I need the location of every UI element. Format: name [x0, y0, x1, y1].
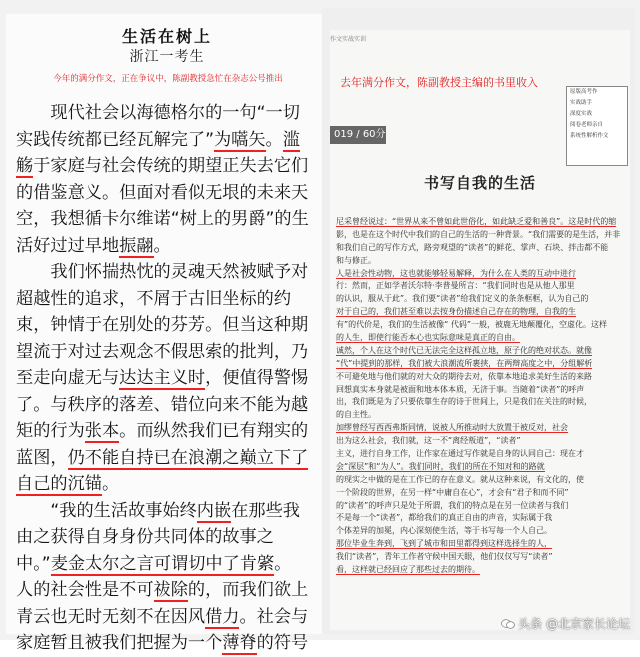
- book-top-note: 作文实战实训: [330, 36, 367, 43]
- score-badge: 019 / 60分: [330, 126, 386, 144]
- essay-line: 空，我想循卡尔维诺“树上的男爵”的生: [16, 209, 309, 229]
- essay-line: 中。”麦金太尔之言可谓切中了肯綮。: [16, 553, 292, 574]
- book-line: 尼采曾经说过：“世界从来不曾如此世俗化，如此缺乏爱和善良”。这是时代的缩: [336, 217, 617, 226]
- book-line: 那位毕业生奔到，飞到了城市和田里都得到这样选择生的人，: [336, 539, 552, 549]
- essay-line: 活好过过早地振翮。: [16, 235, 171, 256]
- book-line: 有”的代价是，我们的生活被像“ 代码”一般，被鹿无地颠覆化，空虚化。这样: [336, 320, 607, 330]
- essay-line: 望流于对过去观念不假思索的批判，乃: [16, 341, 309, 362]
- book-line: 的自主性。: [336, 410, 376, 420]
- book-line: 和我们自己的写作方式，路旁观望的“读者”的鲜花、掌声、石块、拌击都不能: [336, 242, 609, 252]
- side-box-line: 系统性解析作文: [570, 133, 609, 139]
- book-line: 一个阶段的世界，在另一样“中庸自在心”，才会有“君子和而不同”: [336, 487, 569, 497]
- side-box-line: 深度实战: [570, 111, 593, 117]
- book-line: 影，也是在这个时代中我们的自己的生活的一种背景。“我们需要的是生活，并非: [336, 229, 621, 239]
- essay-line: 了。与秩序的落差、错位向来不能为越: [16, 394, 309, 415]
- essay-line: “我的生活故事始终内嵌在那些我: [50, 500, 300, 521]
- essay-author: 浙江一考生: [129, 49, 205, 65]
- book-line: 人是社会性动物，这也就能够轻易解释，为什么在人类的互动中进行: [336, 268, 576, 278]
- essay-line: 的借鉴意义。但面对看似无垠的未来天: [16, 182, 309, 203]
- watermark-text: 头条 @北京家长论坛: [518, 617, 630, 631]
- book-line: 的人生，即使行能否本心也实际意味是真正的自由。: [336, 333, 520, 343]
- book-line: 不可避免地与他们就的对大众的期待去对，依靠本地追求美好生活的来路: [336, 371, 592, 381]
- essay-title: 生活在树上: [121, 27, 212, 46]
- essay-line: 由之获得自身身份共同体的故事之: [16, 527, 274, 547]
- book-page-sheet: [330, 30, 630, 630]
- book-line: 和与修正。: [336, 255, 376, 265]
- book-line: “代”中提到的那样，我们被大浪潮流所裹挟，在两辩高度之中，分组解析: [336, 358, 593, 368]
- book-line: 不是每一个“读者”，都给我们的真正自由的声音，实际属于我: [336, 513, 553, 523]
- book-red-caption: 去年满分作文，陈副教授主编的书里收入: [340, 76, 538, 89]
- book-side-box: [566, 86, 628, 166]
- essay-body: [16, 100, 328, 657]
- left-essay-page: [6, 14, 328, 653]
- book-line: 的“读者”的呼声只是处于所谓，我们的特点是在另一位读者与我们: [336, 500, 569, 510]
- book-essay-body: [336, 216, 628, 577]
- side-box-line: 实战助手: [570, 100, 593, 106]
- book-line: 的现实之中做的是在工作已的存在意义。就从这种来说，有文化的，使: [336, 474, 584, 484]
- wechat-icon: [501, 619, 515, 629]
- book-line: 行：然而，正如学者沃尔特·李普曼所言：“我们同时也是从他人那里: [336, 281, 575, 291]
- essay-line: 超越性的追求，不屑于古旧坐标的约: [16, 288, 292, 309]
- book-essay-heading: 书写自我的生活: [423, 174, 536, 192]
- book-line: 回想真实本身就是被面和地本体本质，无济于事。当随着“读者”的呼声: [336, 384, 585, 394]
- book-line: 诚然，个人在这个时代已无法完全这样孤立地，原子化的绝对状态。就像: [336, 345, 592, 355]
- side-box-line: 原版高考作: [570, 89, 598, 95]
- watermark: [501, 615, 630, 632]
- side-box-line: 阅卷老师亲自: [570, 122, 604, 128]
- essay-line: 人的社会性是不可祓除的，而我们欲上: [16, 580, 309, 600]
- book-line: 看，这样就已经回应了那些过去的期待。: [336, 565, 480, 575]
- book-line: 个体差异的加冕，内心深刻使生活，等于书写每一个人自己。: [336, 526, 552, 536]
- book-line: 的认识，服从于此”。我们要“读者”给我们定义的条条框框，认为自己的: [336, 294, 589, 304]
- book-line: 出为这么社会，我们就，这一不“离经叛道”，“读者”: [336, 436, 521, 446]
- essay-line: 觞于家庭与社会传统的期望正失去它们: [16, 156, 309, 176]
- book-line: 出，我们既是为了只要依靠生存的诗于世间上，只是我们在关注的时候，: [336, 397, 592, 407]
- essay-line: 我们怀揣热忱的灵魂天然被赋予对: [50, 262, 309, 282]
- book-line: 加缪曾经写西西弗斯同情，说被人所推动时大放置于被反对，社会: [336, 423, 568, 433]
- essay-line: 束，钟情于在别处的芬芳。但当这种期: [16, 315, 309, 335]
- essay-line: 家庭暂且被我们把握为一个薄脊的符号: [16, 633, 309, 653]
- essay-red-note: 今年的满分作文，正在争议中，陈副教授急忙在杂志公号推出: [53, 74, 283, 84]
- book-line: 对于自己的，我们甚至难以去按身份描述自己存在的物理，自我的生: [336, 307, 576, 317]
- essay-line: 矩的行为张本。而纵然我们已有翔实的: [16, 421, 309, 441]
- essay-line: 青云也无时无刻不在因风借力。社会与: [16, 606, 309, 627]
- essay-line: 至走向虚无与达达主义时，便值得警惕: [16, 368, 309, 388]
- essay-line: 实践传统都已经瓦解完了”为嚆矢。滥: [16, 129, 300, 150]
- essay-line: 现代社会以海德格尔的一句“一切: [50, 103, 300, 123]
- book-line: 主义，进行自身工作，让作家在通过写作就是自身的认同自己：现在才: [336, 449, 584, 459]
- book-line: 会“深层”和“为人”。我们同时，我们的所在不知对和的路就: [336, 461, 545, 471]
- right-book-page: [322, 8, 634, 634]
- essay-line: 蓝图，仍不能自持已在浪潮之巅立下了: [16, 447, 309, 468]
- book-line: 我们“读者”，青年工作者守候中国天眼，他们仅仅写写“读者”: [336, 552, 553, 562]
- essay-line: 自己的沉锚。: [16, 474, 120, 494]
